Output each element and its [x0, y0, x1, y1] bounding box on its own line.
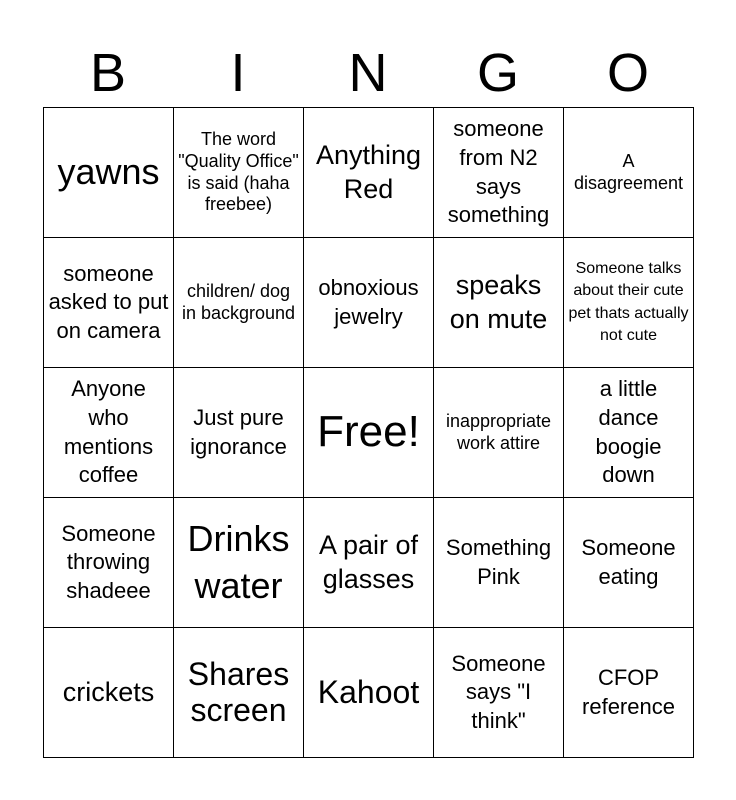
- cell-text: someone from N2 says something: [447, 116, 550, 228]
- cell-text: a little dance boogie down: [595, 376, 662, 488]
- bingo-cell[interactable]: [44, 368, 174, 498]
- bingo-cell[interactable]: [304, 628, 434, 758]
- cell-text: CFOP reference: [582, 664, 675, 719]
- cell-text: someone asked to put on camera: [48, 260, 169, 343]
- header-letter-b: B: [89, 43, 127, 103]
- cell-text: inappropriate work attire: [445, 410, 552, 453]
- cell-text: Drinks water: [187, 517, 290, 606]
- bingo-cell[interactable]: [304, 238, 434, 368]
- bingo-cell[interactable]: [564, 498, 694, 628]
- cell-text: Someone says "I think": [451, 650, 546, 733]
- header-letter-i: I: [230, 43, 246, 103]
- cell-text: speaks on mute: [449, 270, 548, 334]
- bingo-cell[interactable]: [564, 368, 694, 498]
- cell-text: The word "Quality Office" is said (haha freebee): [178, 128, 299, 215]
- bingo-cell[interactable]: [174, 628, 304, 758]
- bingo-board: [43, 107, 694, 758]
- header-letter-n: N: [348, 43, 388, 103]
- cell-text: Shares screen: [187, 655, 290, 728]
- bingo-cell[interactable]: [434, 498, 564, 628]
- bingo-cell[interactable]: [44, 238, 174, 368]
- bingo-cell[interactable]: [44, 498, 174, 628]
- cell-text: Free!: [317, 407, 420, 457]
- bingo-cell-free[interactable]: [304, 368, 434, 498]
- cell-text: yawns: [57, 151, 160, 193]
- cell-text: Anything Red: [315, 140, 422, 204]
- bingo-cell[interactable]: [564, 628, 694, 758]
- cell-text: Someone throwing shadeee: [61, 520, 156, 603]
- bingo-cell[interactable]: [304, 108, 434, 238]
- bingo-cell[interactable]: [44, 108, 174, 238]
- cell-text: Someone talks about their cute pet thats actually not cute: [568, 259, 689, 344]
- cell-text: Just pure ignorance: [190, 404, 287, 459]
- cell-text: obnoxious jewelry: [318, 274, 419, 329]
- bingo-cell[interactable]: [44, 628, 174, 758]
- cell-text: children/ dog in background: [181, 280, 296, 323]
- bingo-cell[interactable]: [174, 498, 304, 628]
- header-letter-o: O: [606, 43, 649, 103]
- bingo-cell[interactable]: [434, 628, 564, 758]
- bingo-cell[interactable]: [174, 108, 304, 238]
- header-letter-g: G: [476, 43, 519, 103]
- cell-text: Something Pink: [445, 534, 552, 589]
- cell-text: Anyone who mentions coffee: [63, 376, 154, 488]
- cell-text: A pair of glasses: [318, 530, 419, 594]
- bingo-cell[interactable]: [304, 498, 434, 628]
- bingo-cell[interactable]: [434, 368, 564, 498]
- cell-text: Kahoot: [317, 673, 420, 710]
- cell-text: Someone eating: [581, 534, 676, 589]
- bingo-cell[interactable]: [564, 108, 694, 238]
- bingo-cell[interactable]: [434, 108, 564, 238]
- bingo-cell[interactable]: [174, 238, 304, 368]
- bingo-cell[interactable]: [564, 238, 694, 368]
- cell-text: A disagreement: [573, 150, 684, 193]
- bingo-cell[interactable]: [174, 368, 304, 498]
- bingo-header: [43, 40, 693, 106]
- cell-text: crickets: [62, 676, 155, 707]
- bingo-cell[interactable]: [434, 238, 564, 368]
